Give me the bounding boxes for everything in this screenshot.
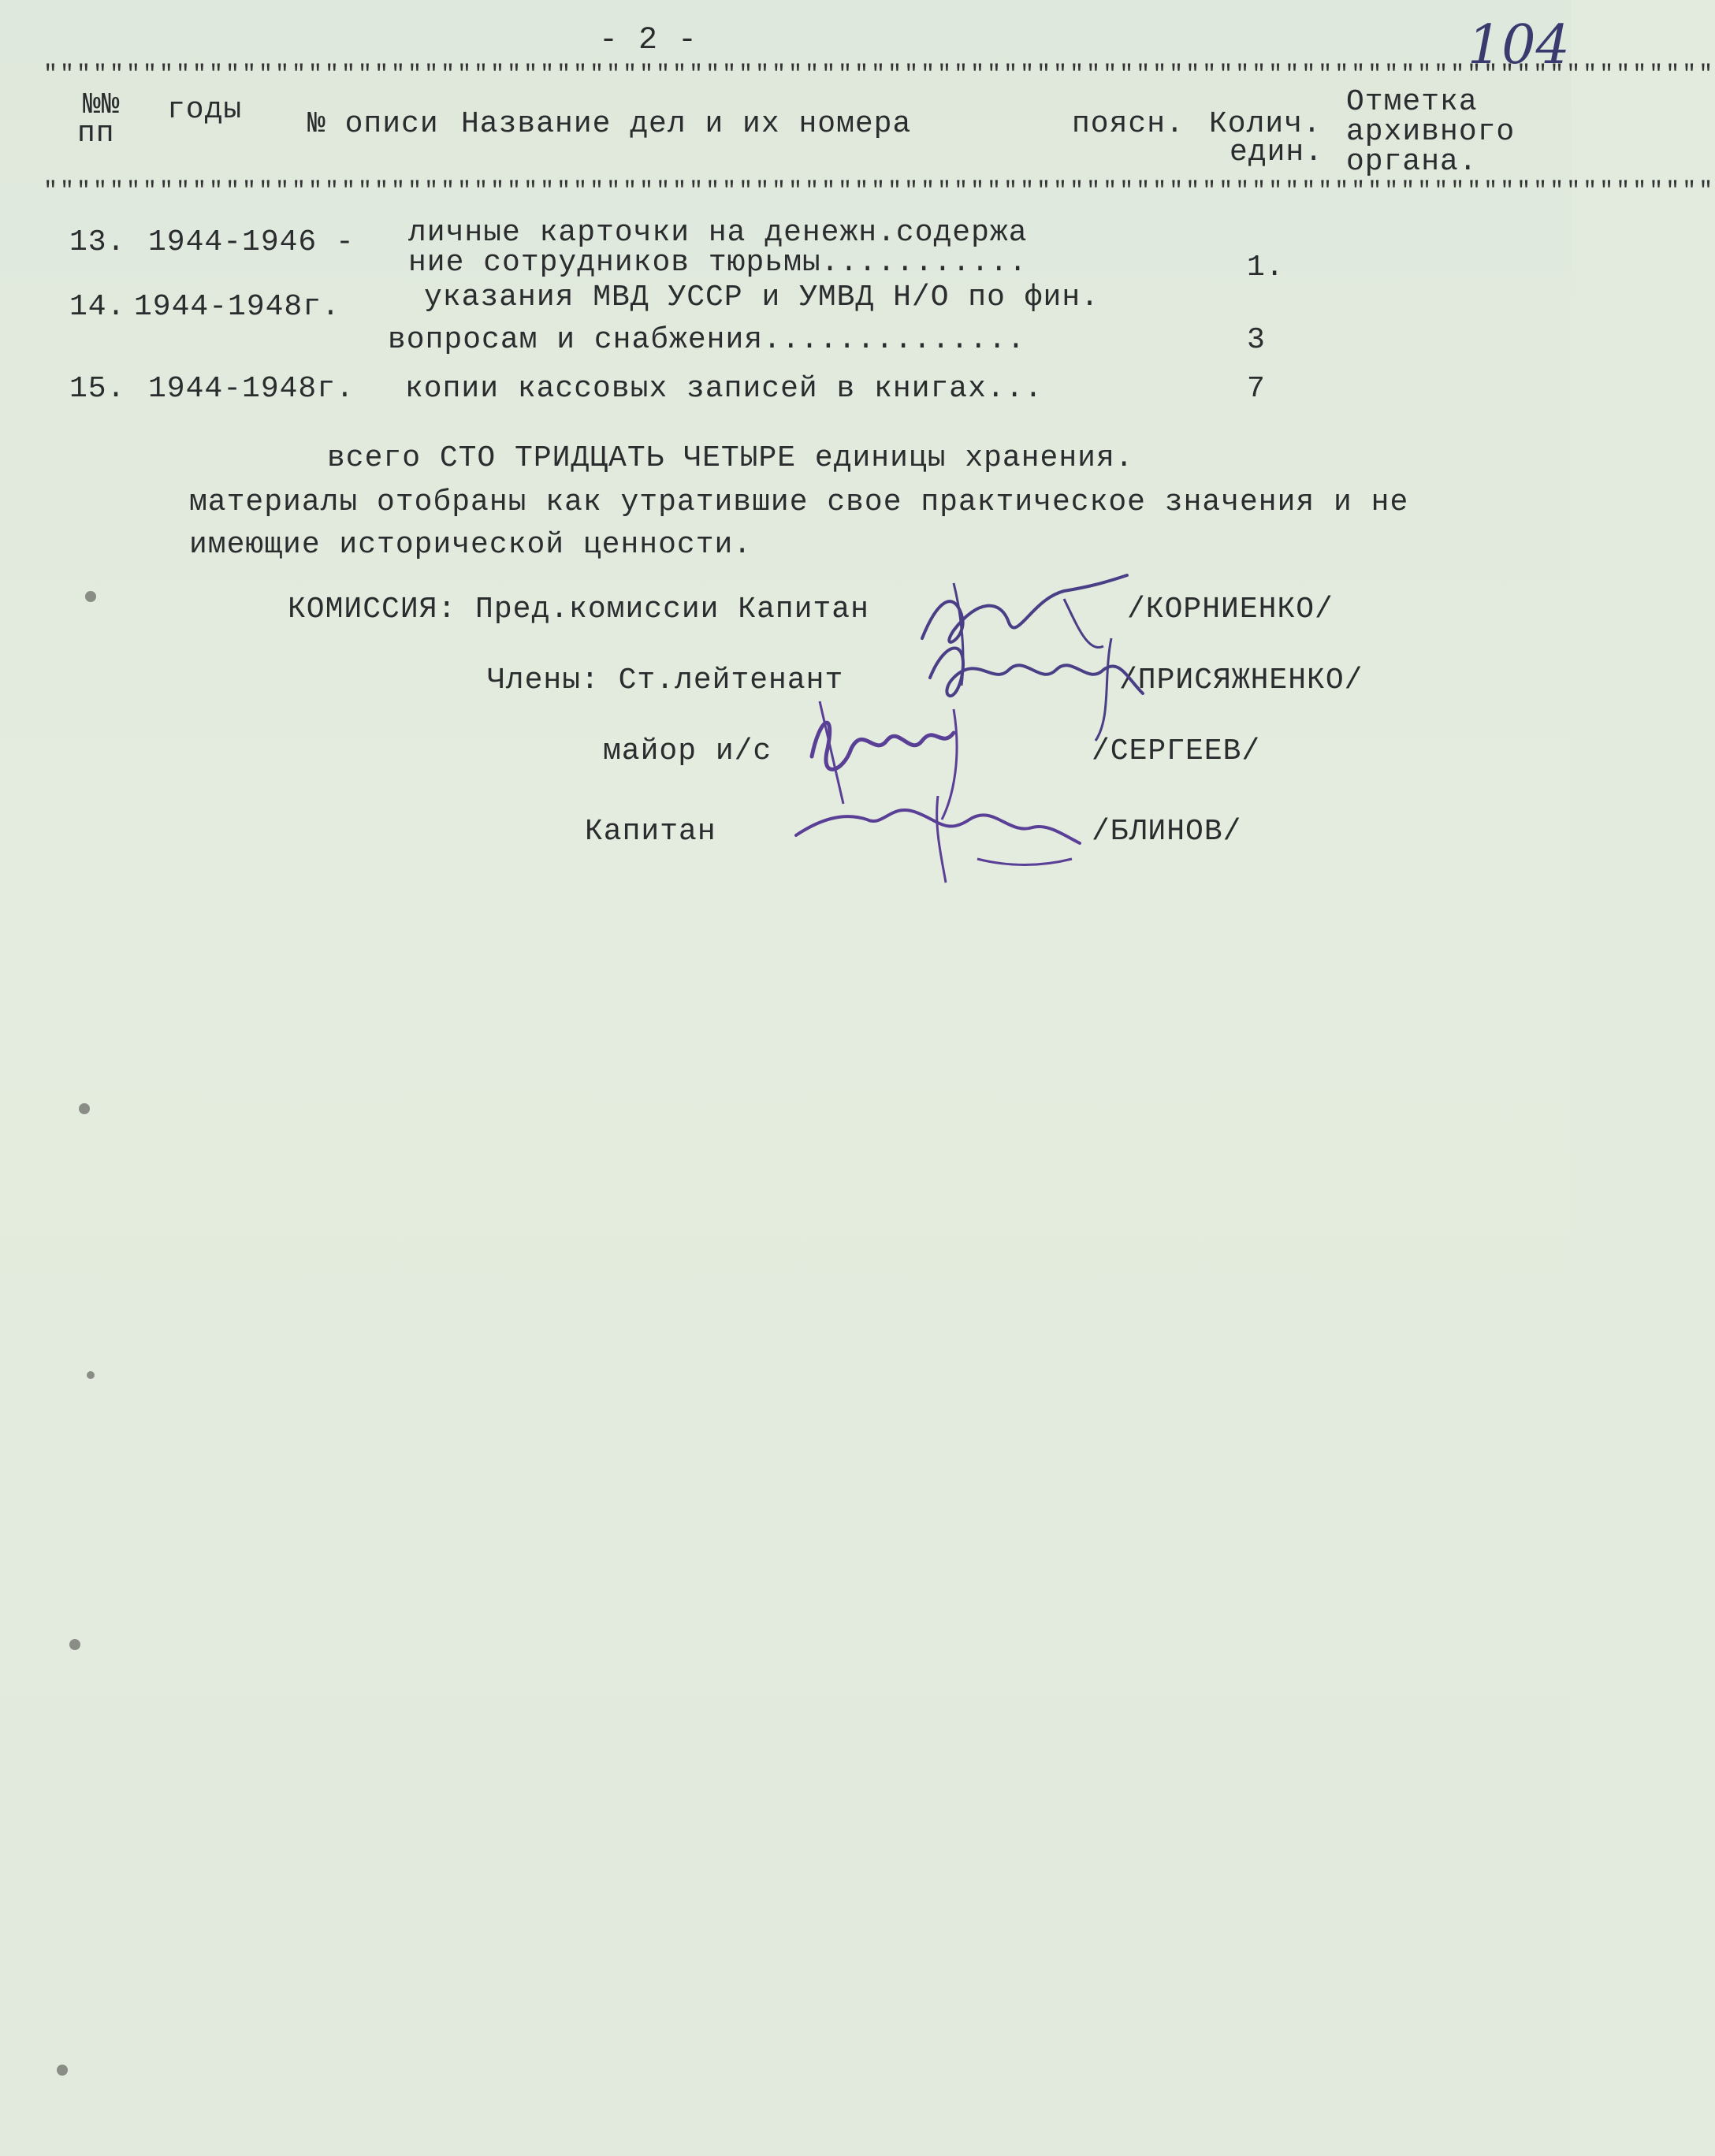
archive-sheet-number: 104 (1468, 14, 1570, 76)
row-13-num: 13. (69, 225, 126, 259)
binding-hole (79, 1103, 90, 1114)
header-col-qty-line1: Колич. (1209, 107, 1322, 141)
signature-member3 (788, 788, 1088, 890)
header-col-title: Название дел и их номера (461, 107, 912, 141)
row-15-num: 15. (69, 372, 126, 406)
row-13-qty: 1. (1247, 251, 1285, 284)
binding-hole (85, 591, 96, 602)
row-13-years: 1944-1946 - (148, 225, 355, 259)
commission-member2-label: майор и/с (603, 734, 772, 768)
header-col-years: годы (167, 93, 243, 127)
commission-member3-name: /БЛИНОВ/ (1092, 815, 1242, 849)
page-number: - 2 - (599, 23, 698, 58)
commission-member2-name: /СЕРГЕЕВ/ (1092, 734, 1261, 768)
header-col-opis: № описи (307, 107, 439, 141)
binding-hole (69, 1639, 80, 1650)
binding-hole (57, 2065, 68, 2076)
header-col-notes: поясн. (1072, 107, 1185, 141)
row-13-title-line1: личные карточки на денежн.содержа (408, 216, 1028, 250)
header-col-mark-line1: Отметка (1346, 85, 1478, 119)
commission-chair-name: /КОРНИЕНКО/ (1127, 593, 1334, 626)
row-14-num: 14. (69, 290, 126, 324)
header-col-num-line2: пп (77, 117, 115, 151)
header-col-mark-line3: органа. (1346, 145, 1478, 179)
row-14-years: 1944-1948г. (134, 290, 340, 324)
commission-member1-label: Члены: Ст.лейтенант (487, 664, 844, 697)
commission-member3-label: Капитан (585, 815, 716, 849)
note-line1: материалы отобраны как утратившие свое практическое значения и не (189, 485, 1409, 519)
header-col-mark-line2: архивного (1346, 115, 1516, 149)
row-14-qty: 3 (1247, 323, 1266, 357)
row-14-title-line1: указания МВД УССР и УМВД Н/О по фин. (424, 281, 1099, 314)
commission-chair-label: КОМИССИЯ: Пред.комиссии Капитан (288, 593, 869, 626)
header-bottom-rule: """"""""""""""""""""""""""""""""""""""""""""""""""""""""""""""""""""""""""""""""""""""""""""""""""""" (43, 178, 1715, 205)
commission-member1-name: /ПРИСЯЖНЕНКО/ (1119, 664, 1363, 697)
header-col-num-line1: №№ (83, 88, 121, 122)
row-13-title-line2: ние сотрудников тюрьмы........... (408, 246, 1028, 280)
row-15-years: 1944-1948г. (148, 372, 355, 406)
header-col-qty-line2: един. (1230, 136, 1324, 169)
header-top-rule: """"""""""""""""""""""""""""""""""""""""""""""""""""""""""""""""""""""""""""""""""""""""""""""""""""" (43, 61, 1715, 88)
row-14-title-line2: вопросам и снабжения.............. (388, 323, 1026, 357)
row-15-title-line1: копии кассовых записей в книгах... (405, 372, 1044, 406)
binding-hole (87, 1371, 95, 1379)
row-15-qty: 7 (1247, 372, 1266, 406)
total-line: всего СТО ТРИДЦАТЬ ЧЕТЫРЕ единицы хранения. (327, 441, 1134, 475)
note-line2: имеющие исторической ценности. (189, 528, 753, 562)
